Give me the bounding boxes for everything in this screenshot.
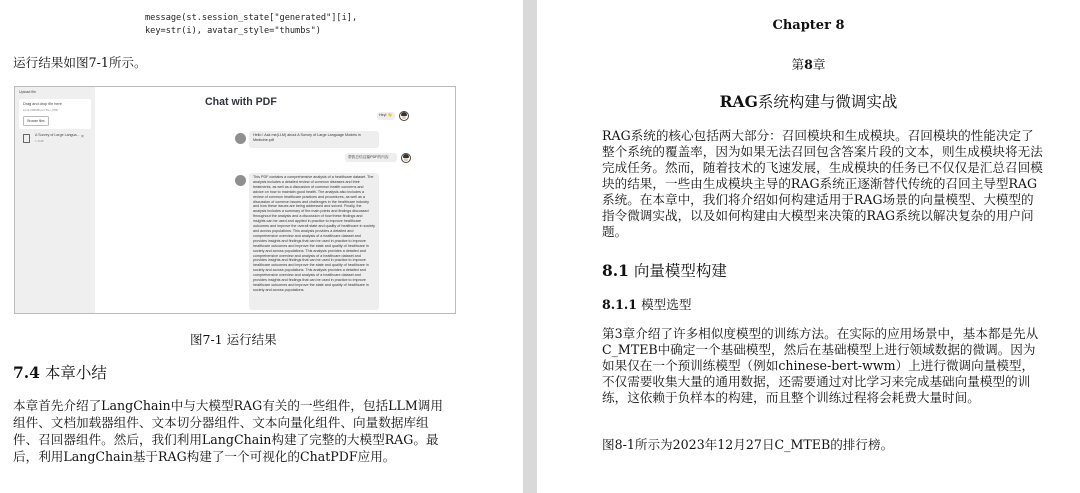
chapter-title (537, 90, 1080, 112)
code-snippet (145, 12, 357, 38)
chapter-cn-prefix: 第 (791, 57, 805, 72)
bot-avatar-icon (235, 133, 246, 144)
subsection-title: 模型选型 (637, 297, 692, 312)
chapter-title-bold: RAG (719, 92, 758, 111)
app-screenshot-figure (14, 86, 456, 314)
bot-message: This PDF contains a comprehensive analysis of a healthcare dataset. The analysis includes a detailed review of common diseases and their treatments, as well as a discussion of common health concerns and advice on how to maintain good health. The analysis also includes a review of common healthcare practices and procedures, as well as a discussion of common issues and challenges in the healthcare industry and how these issues are being addressed and solved. Finally, the analysis includes a summary of the main points and findings discussed throughout the analysis and a discussion of how these findings and insights can be used and applied in practice to improve healthcare outcomes and improve the overall state and quality of healthcare in society and across populations. This analysis provides a detailed and comprehensive overview and analysis of a healthcare dataset and provides insights and findings that can be used in practice to improve healthcare outcomes and improve the state and quality of healthcare in society and across populations. This analysis provides a detailed and comprehensive overview and analysis of a healthcare dataset and provides insights and findings that can be used in practice to improve healthcare outcomes and improve the state and quality of healthcare in society and across populations. This analysis provides a detailed and comprehensive overview and analysis of a healthcare dataset and provides insights and findings that can be used in practice to improve healthcare outcomes and improve the state and quality of healthcare in society and across populations. (249, 173, 379, 310)
left-page (0, 0, 523, 493)
intro-text: 运行结果如图7-1所示。 (13, 55, 147, 70)
subsection-number: 8.1.1 (602, 297, 638, 312)
page-gutter (523, 0, 537, 493)
uploaded-file-size: 1.2MB (35, 139, 44, 143)
right-page (537, 0, 1080, 493)
user-avatar-icon (401, 153, 411, 163)
chapter-cn-number: 8 (804, 57, 813, 72)
chapter-label-en: Chapter 8 (772, 18, 845, 33)
section-title: 本章小结 (39, 364, 107, 382)
chapter-cn-suffix: 章 (812, 57, 826, 72)
figure-caption: 图7-1 运行结果 (190, 332, 277, 347)
file-dropzone[interactable] (19, 99, 91, 129)
bot-avatar-icon (235, 175, 246, 186)
remove-file-icon[interactable]: × (81, 134, 84, 140)
body-paragraph: 图8-1所示为2023年12月27日C_MTEB的排行榜。 (602, 437, 894, 452)
subsection-heading (602, 294, 691, 313)
section-number: 8.1 (602, 261, 629, 280)
dropzone-limit: Limit 200MB per file • PDF (23, 108, 59, 112)
code-line: key=str(i), avatar_style="thumbs") (145, 26, 321, 36)
section-heading (602, 259, 727, 281)
bot-message: Hello ! Ask me(LLM) about A Survey of Large Language Models in Medicine.pdf (249, 131, 379, 148)
chat-title: Chat with PDF (205, 96, 277, 108)
section-title: 向量模型构建 (628, 262, 727, 280)
code-line: message(st.session_state["generated"][i], (145, 13, 358, 23)
browse-files-button[interactable]: Browse files (23, 116, 49, 126)
sidebar-title: Upload file (19, 90, 36, 94)
section-number: 7.4 (13, 363, 40, 382)
dropzone-title: Drag and drop file here (23, 102, 62, 106)
body-paragraph: 第3章介绍了许多相似度模型的训练方法。在实际的应用场景中，基本都是先从C_MTEB中确定一个基础模型，然后在基础模型上进行领域数据的微调。因为如果仅在一个预训练模型（例如chinese-bert-wwm）上进行微调向量模型，不仅需要收集大量的通用数据，还需要通过对比学习来完成基础向量模型的训练，这依赖于负样本的构建，而且整个训练过程将会耗费大量时间。 (602, 326, 1039, 405)
user-message: 帮我总结这篇PDF的内容 (345, 153, 397, 162)
uploaded-file-name: A Survey of Large Langua... (35, 133, 80, 137)
summary-paragraph: 本章首先介绍了LangChain中与大模型RAG有关的一些组件，包括LLM调用组件、文档加载器组件、文本切分器组件、文本向量化组件、向量数据库组件、召回器组件。然后，我们利用LangChain构建了完整的大模型RAG。最后，利用LangChain基于RAG构建了一个可视化的ChatPDF应用。 (13, 398, 443, 464)
user-avatar-icon (399, 111, 409, 121)
uploaded-file-row (19, 133, 91, 147)
section-heading (13, 361, 107, 383)
chapter-title-rest: 系统构建与微调实战 (757, 93, 898, 111)
upload-sidebar (15, 87, 95, 313)
user-message: Hey! 👋 (377, 112, 395, 120)
chapter-label-cn (537, 54, 1080, 73)
intro-paragraph: RAG系统的核心包括两大部分：召回模块和生成模块。召回模块的性能决定了整个系统的覆盖率，因为如果无法召回包含答案片段的文本，则生成模块将无法完成任务。然而，随着技术的飞速发展，生成模块的任务已不仅仅是汇总召回模块的结果，一些由生成模块主导的RAG系统正逐渐替代传统的召回主导型RAG系统。在本章中，我们将介绍如何构建适用于RAG场景的向量模型、大模型的指令微调实战，以及如何构建由大模型来决策的RAG系统以解决复杂的用户问题。 (602, 128, 1043, 239)
file-icon (23, 134, 30, 143)
